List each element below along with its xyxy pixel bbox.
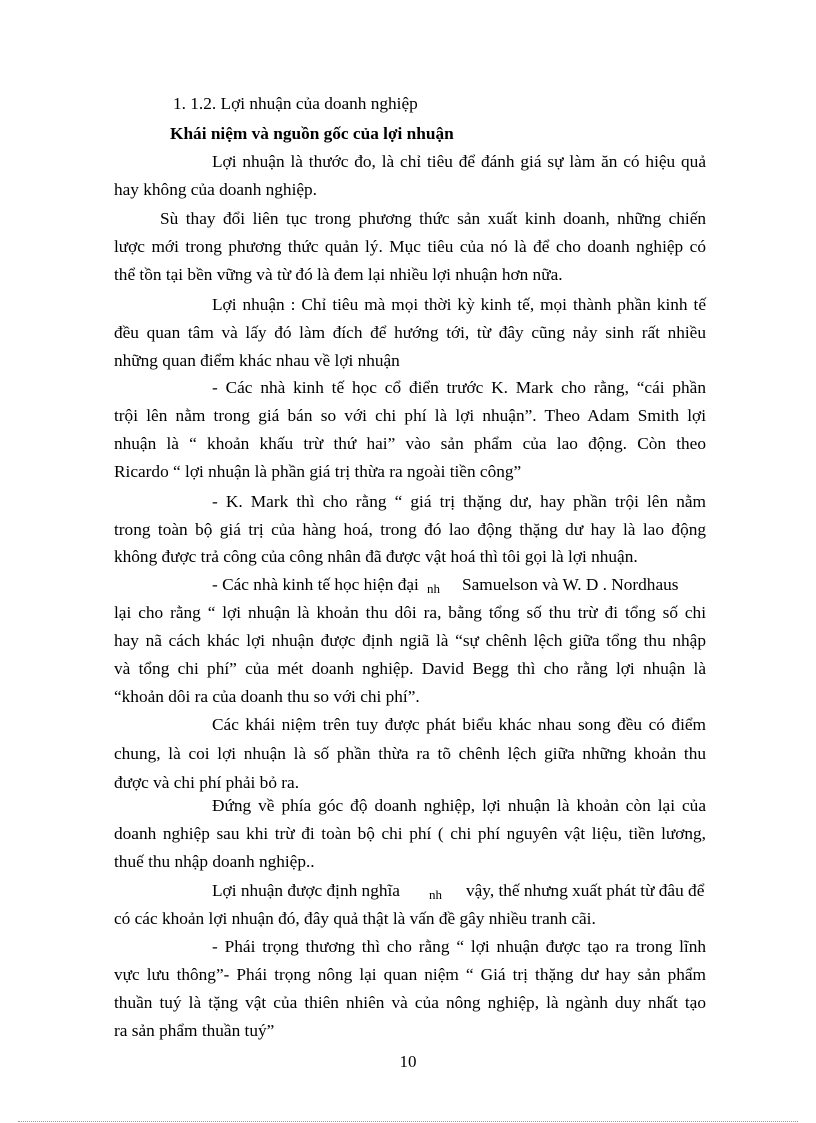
text-line: - Các nhà kinh tế học hiện đại: [212, 575, 419, 594]
text-line: Lợi nhuận được định nghĩa: [212, 881, 400, 900]
text-line: - K. Mark thì cho rằng “ giá trị thặng dư, hay phần trội lên nằm: [212, 492, 706, 511]
page-number: 10: [399, 1052, 417, 1071]
text-line: Ricardo “ lợi nhuận là phần giá trị thừa ra ngoài tiền công”: [114, 462, 522, 481]
text-line: thể tồn tại bền vững và từ đó là đem lại nhiều lợi nhuận hơn nữa.: [114, 265, 563, 284]
text-line: thuế thu nhập doanh nghiệp..: [114, 852, 315, 871]
text-line: Sù thay đổi liên tục trong phương thức sản xuất kinh doanh, những chiến: [160, 209, 706, 228]
text-line: Lợi nhuận là thước đo, là chỉ tiêu để đánh giá sự làm ăn có hiệu quả: [212, 152, 706, 171]
section-heading: 1. 1.2. Lợi nhuận của doanh nghiệp: [173, 94, 418, 113]
text-line: - Các nhà kinh tế học cổ điển trước K. Mark cho rằng, “cái phần: [212, 378, 706, 397]
text-line: ra sản phẩm thuần tuý”: [114, 1021, 275, 1040]
text-line: lại cho rằng “ lợi nhuận là khoản thu dôi ra, bằng tổng số thu trừ đi tổng số chi: [114, 603, 706, 622]
text-line: - Phái trọng thương thì cho rằng “ lợi nhuận được tạo ra trong lĩnh: [212, 937, 706, 956]
text-line: và tổng chi phí” của mét doanh nghiệp. David Begg thì cho rằng lợi nhuận là: [114, 659, 706, 678]
text-line: “khoản dôi ra của doanh thu so với chi phí”.: [114, 687, 420, 706]
text-line: vậy, thế nhưng xuất phát từ đâu để: [466, 881, 705, 900]
text-line: doanh nghiệp sau khi trừ đi toàn bộ chi phí ( chi phí nguyên vật liệu, tiền lương,: [114, 824, 706, 843]
text-line: những quan điểm khác nhau về lợi nhuận: [114, 351, 400, 370]
text-line: Lợi nhuận : Chỉ tiêu mà mọi thời kỳ kinh tế, mọi thành phần kinh tế: [212, 295, 706, 314]
text-line: nh: [429, 887, 442, 902]
text-line: hay nã cách khác lợi nhuận được định ngiã là “sự chênh lệch giữa tổng thu nhập: [114, 631, 706, 650]
text-line: Samuelson và W. D . Nordhaus: [462, 575, 679, 594]
text-line: trong toàn bộ giá trị của hàng hoá, trong đó lao động thặng dư hay là lao động: [114, 520, 706, 539]
text-line: nhuận là “ khoản khấu trừ thứ hai” vào sản phẩm của lao động. Còn theo: [114, 434, 706, 453]
text-line: thuần tuý là tặng vật của thiên nhiên và của nông nghiệp, là ngành duy nhất tạo: [114, 993, 706, 1012]
text-line: có các khoản lợi nhuận đó, đây quả thật là vấn đề gây nhiều tranh cãi.: [114, 909, 596, 928]
page-bottom-divider: [18, 1121, 798, 1122]
text-line: hay không của doanh nghiệp.: [114, 180, 318, 199]
text-line: lược mới trong phương thức quản lý. Mục tiêu của nó là để cho doanh nghiệp có: [114, 237, 706, 256]
text-line: vực lưu thông”- Phái trọng nông lại quan niệm “ Giá trị thặng dư hay sản phẩm: [114, 965, 706, 984]
text-line: nh: [427, 581, 440, 596]
text-line: được và chi phí phải bỏ ra.: [114, 773, 300, 792]
text-line: chung, là coi lợi nhuận là số phần thừa ra tõ chênh lệch giữa những khoản thu: [114, 744, 706, 763]
subheading: Khái niệm và nguồn gốc của lợi nhuận: [170, 124, 454, 143]
text-line: đều quan tâm và lấy đó làm đích để hướng tới, từ đây cũng nảy sinh rất nhiều: [114, 323, 706, 342]
text-line: Đứng về phía góc độ doanh nghiệp, lợi nhuận là khoản còn lại của: [212, 796, 706, 815]
text-line: không được trả công của công nhân đã được vật hoá thì tôi gọi là lợi nhuận.: [114, 547, 638, 566]
text-line: Các khái niệm trên tuy được phát biểu khác nhau song đều có điểm: [212, 715, 706, 734]
text-line: trội lên nằm trong giá bán so với chi phí là lợi nhuận”. Theo Adam Smith lợi: [114, 406, 706, 425]
